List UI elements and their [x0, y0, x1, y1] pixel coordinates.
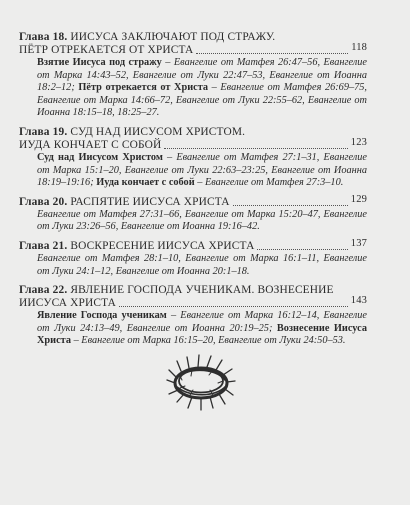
scripture-references: Евангелие от Матфея 28:1–10, Евангелие от Марка 16:1–11, Евангелие от Луки 24:1–12, Евангелие от Иоанна 20:1–18.	[37, 252, 367, 277]
chapter-title: ЯВЛЕНИЕ ГОСПОДА УЧЕНИКАМ. ВОЗНЕСЕНИЕ	[70, 284, 334, 297]
table-of-contents	[19, 31, 367, 354]
chapter-number: 22.	[52, 284, 68, 297]
toc-chapter	[19, 237, 367, 278]
chapter-heading	[19, 193, 367, 209]
chapter-label: Глава	[19, 284, 50, 297]
chapter-number: 21.	[52, 239, 68, 252]
section-label: Взятие Иисуса под стражу	[37, 57, 162, 68]
chapter-title: ИИСУСА ХРИСТА	[19, 297, 117, 310]
chapter-references	[37, 253, 367, 278]
chapter-label: Глава	[19, 31, 50, 43]
scripture-references: Евангелие от Матфея 27:31–66, Евангелие от Марка 15:20–47, Евангелие от Луки 23:26–56, Евангелие от Иоанна 19:16–42.	[37, 208, 367, 233]
chapter-label: Глава	[19, 195, 50, 208]
scripture-references: – Евангелие от Матфея 27:3–10.	[194, 177, 344, 189]
chapter-references	[37, 152, 367, 190]
scripture-references: – Евангелие от Марка 16:12–14, Евангелие от Луки 24:13–49, Евангелие от Иоанна 20:19–25;	[37, 310, 367, 334]
chapter-title: ВОСКРЕСЕНИЕ ИИСУСА ХРИСТА	[70, 239, 255, 252]
chapter-number: 19.	[52, 125, 68, 138]
chapter-heading	[19, 126, 367, 152]
chapter-number: 18.	[52, 31, 68, 43]
chapter-references	[37, 57, 367, 120]
scripture-references: – Евангелие от Матфея 27:1–31, Евангелие от Марка 15:1–20, Евангелие от Луки 22:63–23:25, Евангелие от Иоанна 18:19–19:16;	[37, 151, 367, 189]
chapter-title: РАСПЯТИЕ ИИСУСА ХРИСТА	[70, 195, 230, 208]
chapter-heading	[19, 284, 367, 310]
chapter-title: СУД НАД ИИСУСОМ ХРИСТОМ.	[70, 125, 246, 138]
chapter-number: 20.	[52, 195, 68, 208]
chapter-references	[37, 209, 367, 234]
dot-leader	[196, 44, 348, 54]
chapter-label: Глава	[19, 125, 50, 138]
dot-leader	[119, 297, 348, 307]
chapter-label: Глава	[19, 239, 50, 252]
crown-of-thorns-icon	[165, 350, 237, 412]
chapter-heading	[19, 31, 367, 57]
scripture-references: – Евангелие от Матфея 26:47–56, Евангелие от Марка 14:43–52, Евангелие от Луки 22:47–53, Евангелие от Иоанна 18:2–12;	[37, 57, 367, 94]
page-number: 129	[350, 193, 367, 205]
section-label: Вознесение Иисуса Христа	[37, 322, 367, 347]
toc-chapter	[19, 193, 367, 234]
chapter-title: ПЁТР ОТРЕКАЕТСЯ ОТ ХРИСТА	[19, 44, 194, 56]
scripture-references: – Евангелие от Марка 16:15–20, Евангелие от Луки 24:50–53.	[71, 335, 346, 347]
section-label: Суд над Иисусом Христом	[37, 151, 163, 163]
page-number: 123	[350, 136, 367, 148]
page-number: 118	[351, 42, 367, 53]
dot-leader	[257, 240, 347, 250]
section-label: Иуда кончает с собой	[96, 177, 195, 189]
toc-chapter	[19, 284, 367, 348]
dot-leader	[164, 139, 347, 149]
page-number: 143	[350, 295, 367, 307]
chapter-title: ИИСУСА ЗАКЛЮЧАЮТ ПОД СТРАЖУ.	[70, 31, 276, 43]
section-label: Явление Господа ученикам	[37, 310, 167, 322]
page-number: 137	[350, 237, 367, 249]
section-label: Пётр отрекается от Христа	[78, 82, 209, 94]
scripture-references: – Евангелие от Матфея 26:69–75, Евангелие от Марка 14:66–72, Евангелие от Луки 22:55–62, Евангелие от Иоанна 18:15–18, 18:25–27.	[37, 82, 367, 119]
chapter-references	[37, 310, 367, 348]
toc-chapter	[19, 31, 367, 120]
dot-leader	[233, 196, 348, 206]
chapter-heading	[19, 237, 367, 253]
toc-chapter	[19, 126, 367, 190]
chapter-title: ИУДА КОНЧАЕТ С СОБОЙ	[19, 138, 162, 151]
